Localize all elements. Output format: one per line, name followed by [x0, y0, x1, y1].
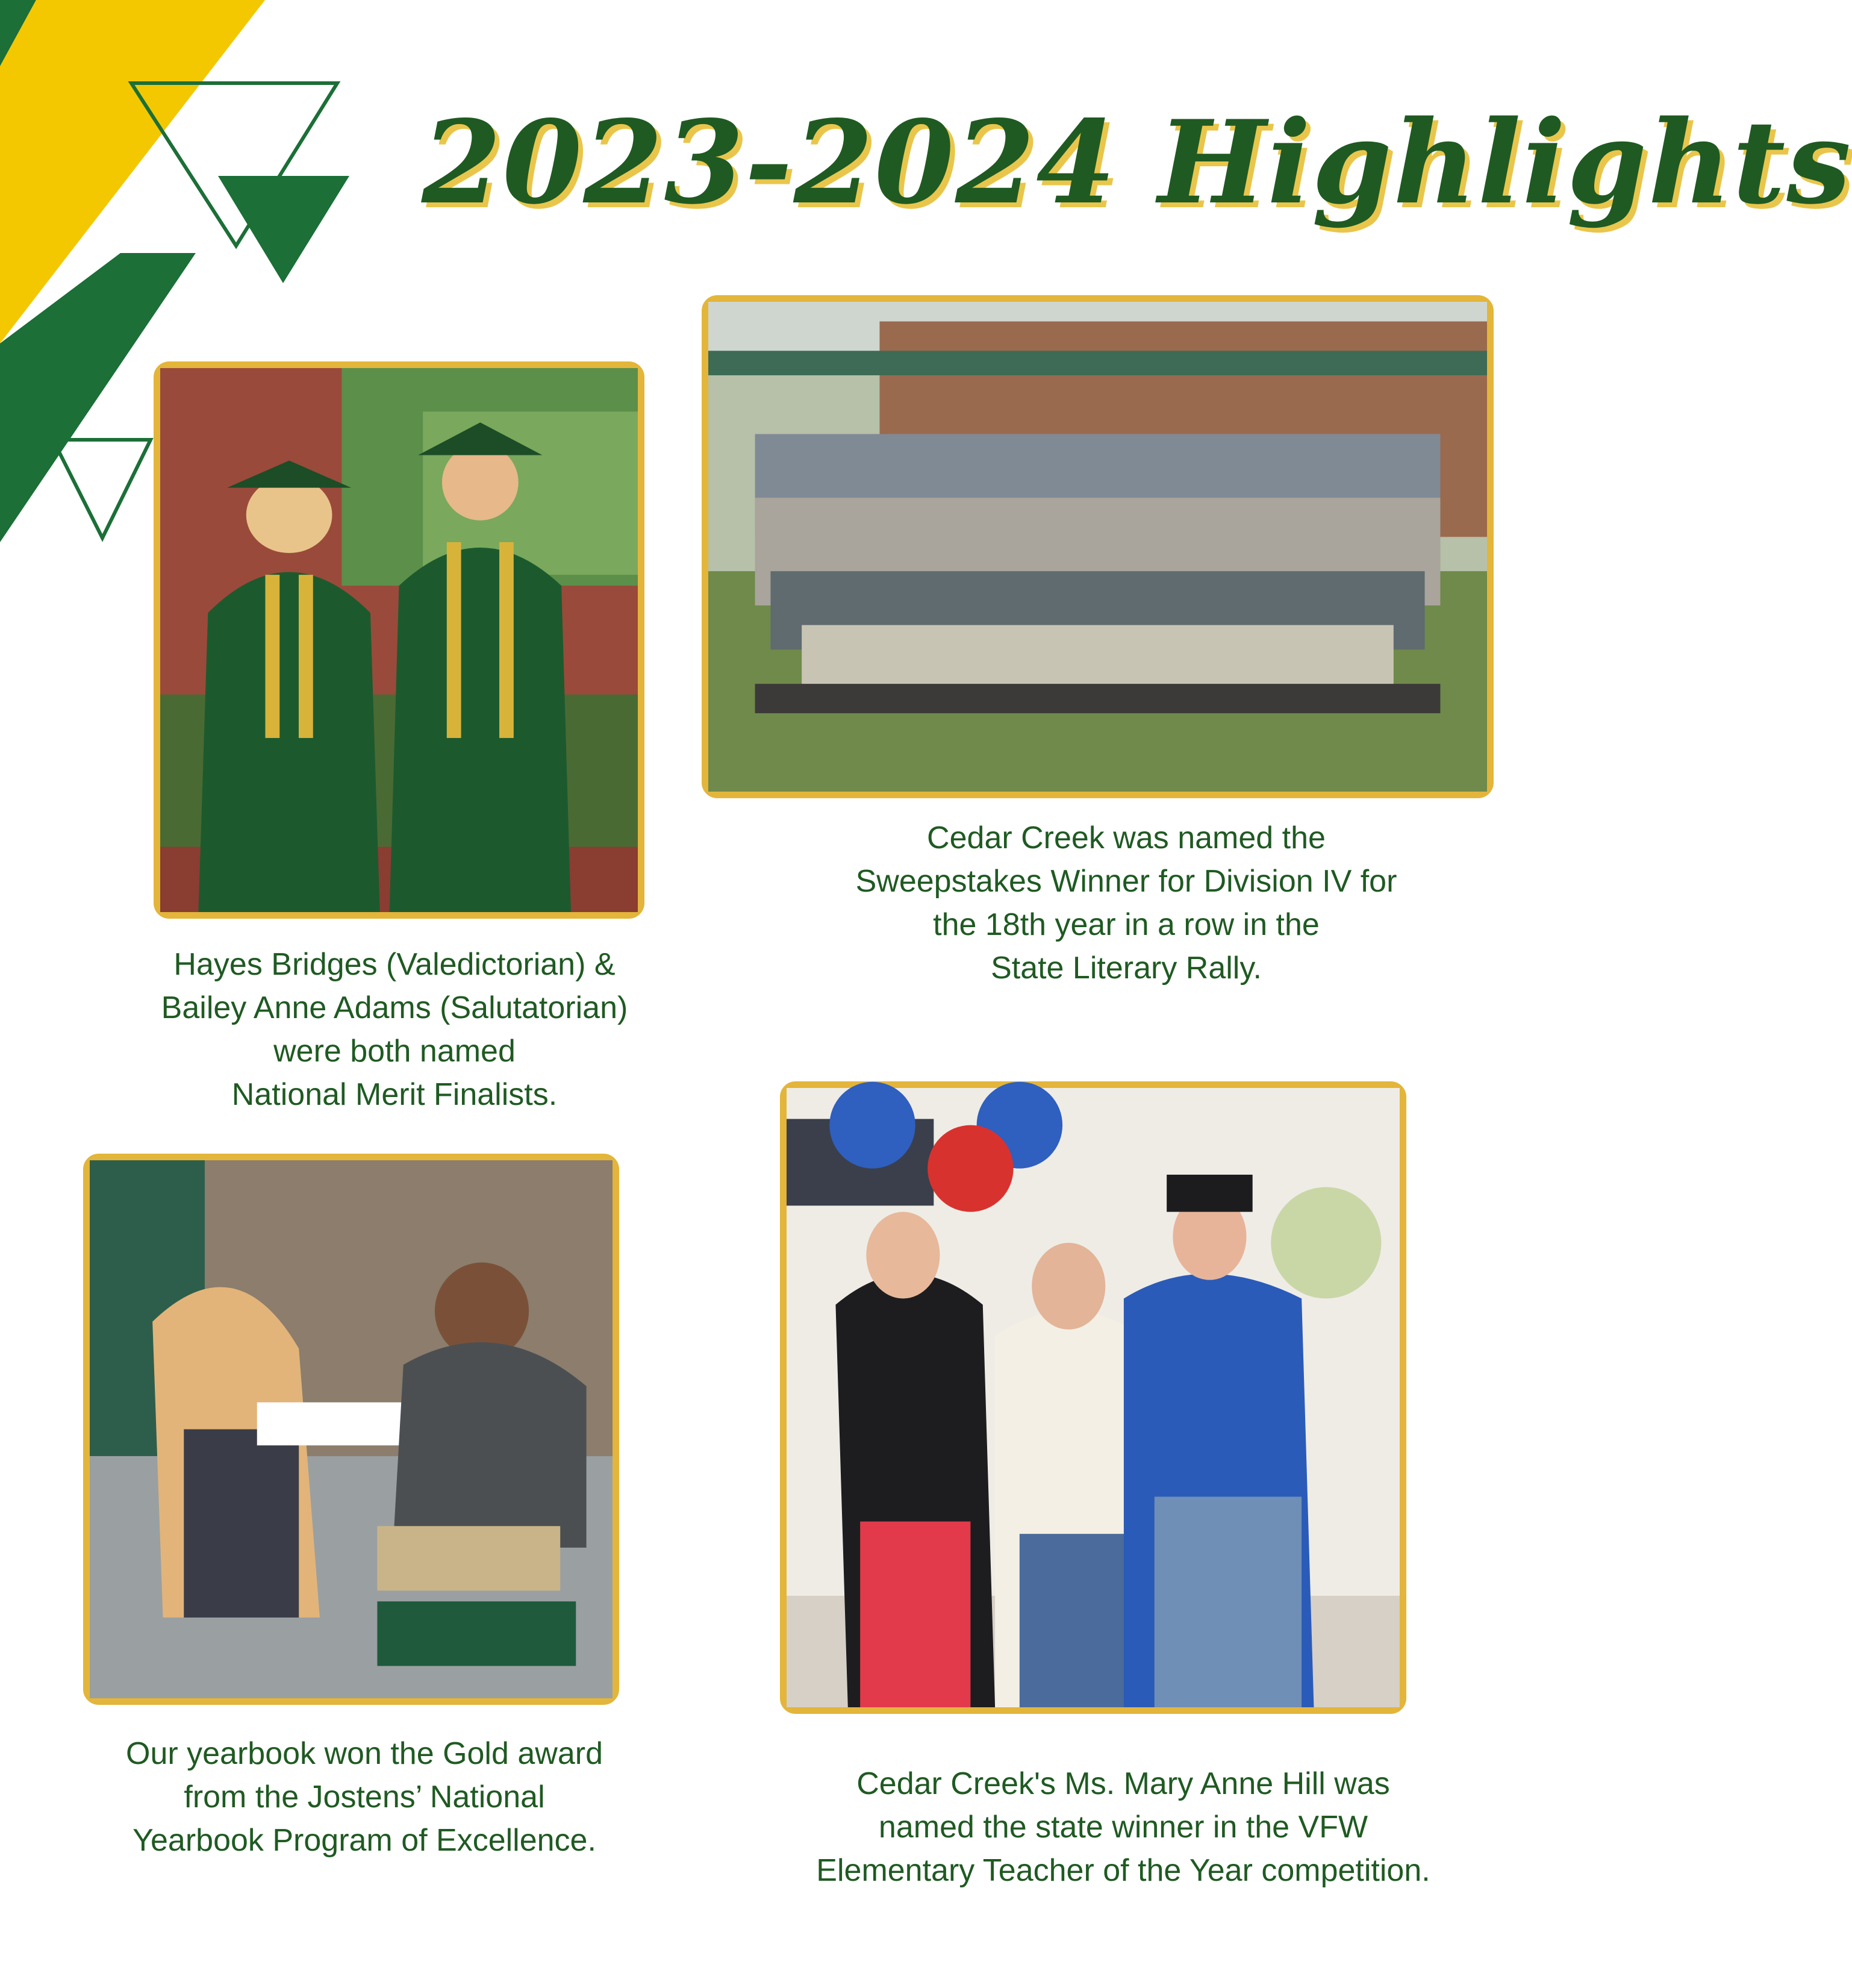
graduates-photo	[154, 361, 644, 919]
caption-line: Our yearbook won the Gold award	[126, 1736, 603, 1771]
caption-line: Bailey Anne Adams (Salutatorian)	[161, 990, 628, 1025]
caption-line: State Literary Rally.	[991, 951, 1262, 986]
caption-graduates	[93, 943, 696, 1116]
caption-line: Cedar Creek's Ms. Mary Anne Hill was	[856, 1766, 1390, 1801]
caption-line: were both named	[273, 1034, 516, 1069]
caption-line: Yearbook Program of Excellence.	[133, 1823, 596, 1858]
caption-line: Sweepstakes Winner for Division IV for	[855, 864, 1397, 899]
caption-literary-rally	[765, 816, 1488, 990]
caption-line: Elementary Teacher of the Year competition.	[816, 1853, 1430, 1888]
caption-line: Hayes Bridges (Valedictorian) &	[173, 947, 616, 982]
caption-line: National Merit Finalists.	[231, 1077, 558, 1112]
group-photo	[702, 295, 1494, 798]
page-title: 2023-2024 Highlights	[422, 95, 1852, 230]
caption-teacher-award	[732, 1762, 1515, 1892]
caption-yearbook	[54, 1732, 675, 1862]
caption-line: from the Jostens’ National	[184, 1780, 545, 1815]
caption-line: named the state winner in the VFW	[878, 1810, 1368, 1845]
teacher-award-photo	[780, 1081, 1406, 1714]
caption-line: the 18th year in a row in the	[933, 907, 1320, 942]
caption-line: Cedar Creek was named the	[927, 821, 1326, 855]
yearbook-signing-photo	[83, 1154, 619, 1705]
